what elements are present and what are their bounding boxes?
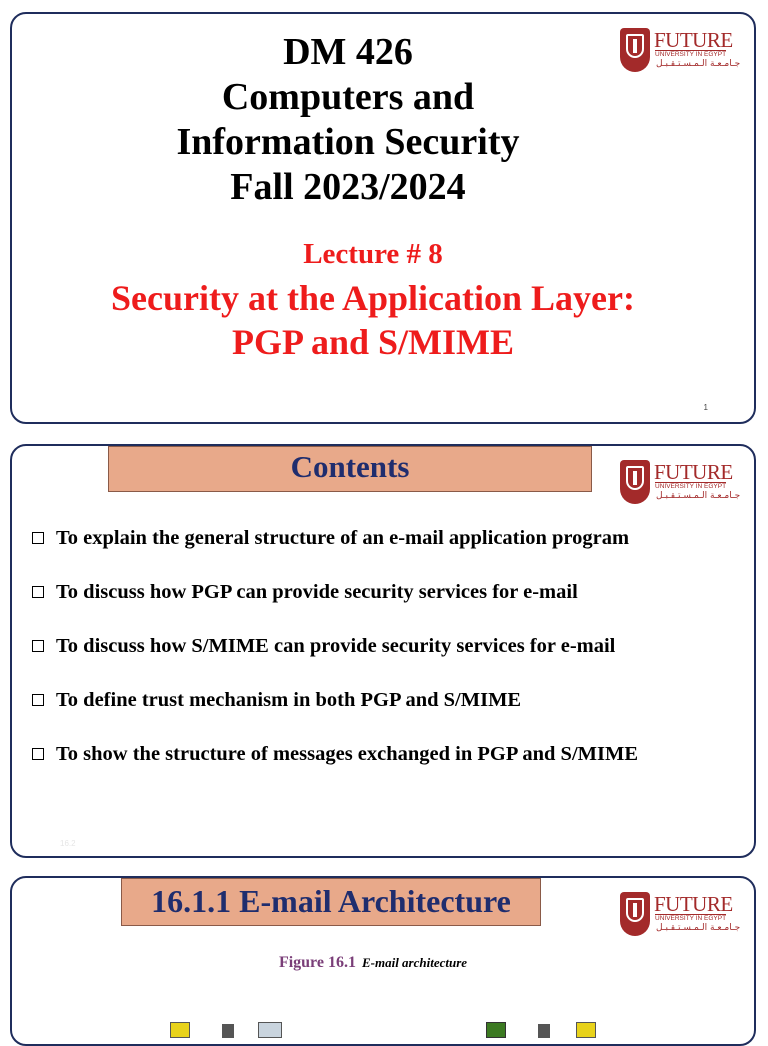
list-item	[32, 526, 638, 550]
figure-caption-text: E-mail architecture	[361, 955, 468, 970]
lecture-subtitle	[12, 276, 734, 364]
course-title-line: Information Security	[176, 121, 520, 163]
course-title-line: Computers and	[221, 76, 475, 118]
logo-arabic: جـامـعـة الـمـسـتـقـبـل	[656, 491, 741, 501]
checkbox-bullet-icon	[32, 586, 44, 598]
contents-slide	[10, 444, 756, 858]
computer-icon	[538, 1024, 550, 1038]
lecture-subtitle-line: Security at the Application Layer:	[111, 278, 635, 318]
figure-label: Figure 16.1	[278, 954, 356, 971]
course-title-line: DM 426	[283, 31, 413, 73]
figure-caption	[12, 954, 734, 972]
section-header: 16.1.1 E-mail Architecture	[121, 878, 541, 926]
university-shield-icon	[620, 892, 650, 936]
course-title	[12, 30, 684, 210]
checkbox-bullet-icon	[32, 532, 44, 544]
university-shield-icon	[620, 460, 650, 504]
page-number: 16.2	[60, 839, 76, 848]
logo-arabic: جـامـعـة الـمـسـتـقـبـل	[656, 59, 741, 69]
list-item-text: To show the structure of messages exchanged in PGP and S/MIME	[56, 743, 638, 765]
mail-server-icon	[258, 1022, 282, 1038]
contents-list	[32, 526, 638, 796]
logo-subtitle: UNIVERSITY IN EGYPT	[655, 915, 727, 922]
page-number: 1	[703, 403, 708, 412]
checkbox-bullet-icon	[32, 748, 44, 760]
logo-name: FUTURE	[654, 460, 733, 484]
lecture-number: Lecture # 8	[303, 238, 443, 270]
logo-name: FUTURE	[654, 28, 733, 52]
checkbox-bullet-icon	[32, 694, 44, 706]
course-title-line: Fall 2023/2024	[230, 166, 466, 208]
lecture-subtitle-line: PGP and S/MIME	[231, 322, 515, 362]
logo-subtitle: UNIVERSITY IN EGYPT	[655, 483, 727, 490]
future-university-logo	[620, 460, 741, 508]
logo-subtitle: UNIVERSITY IN EGYPT	[655, 51, 727, 58]
list-item-text: To discuss how PGP can provide security services for e-mail	[56, 581, 578, 603]
list-item-text: To explain the general structure of an e-mail application program	[56, 527, 630, 549]
list-item	[32, 688, 638, 712]
logo-name: FUTURE	[654, 892, 733, 916]
logo-arabic: جـامـعـة الـمـسـتـقـبـل	[656, 923, 741, 933]
contents-header: Contents	[108, 446, 592, 492]
list-item	[32, 634, 638, 658]
mail-server-icon	[576, 1022, 596, 1038]
list-item-text: To define trust mechanism in both PGP and S/MIME	[56, 689, 522, 711]
email-architecture-slide	[10, 876, 756, 1046]
computer-icon	[222, 1024, 234, 1038]
mail-agent-icon	[486, 1022, 506, 1038]
list-item	[32, 742, 638, 766]
checkbox-bullet-icon	[32, 640, 44, 652]
title-slide	[10, 12, 756, 424]
mail-agent-icon	[170, 1022, 190, 1038]
list-item-text: To discuss how S/MIME can provide security services for e-mail	[56, 635, 616, 657]
future-university-logo	[620, 892, 741, 940]
list-item	[32, 580, 638, 604]
